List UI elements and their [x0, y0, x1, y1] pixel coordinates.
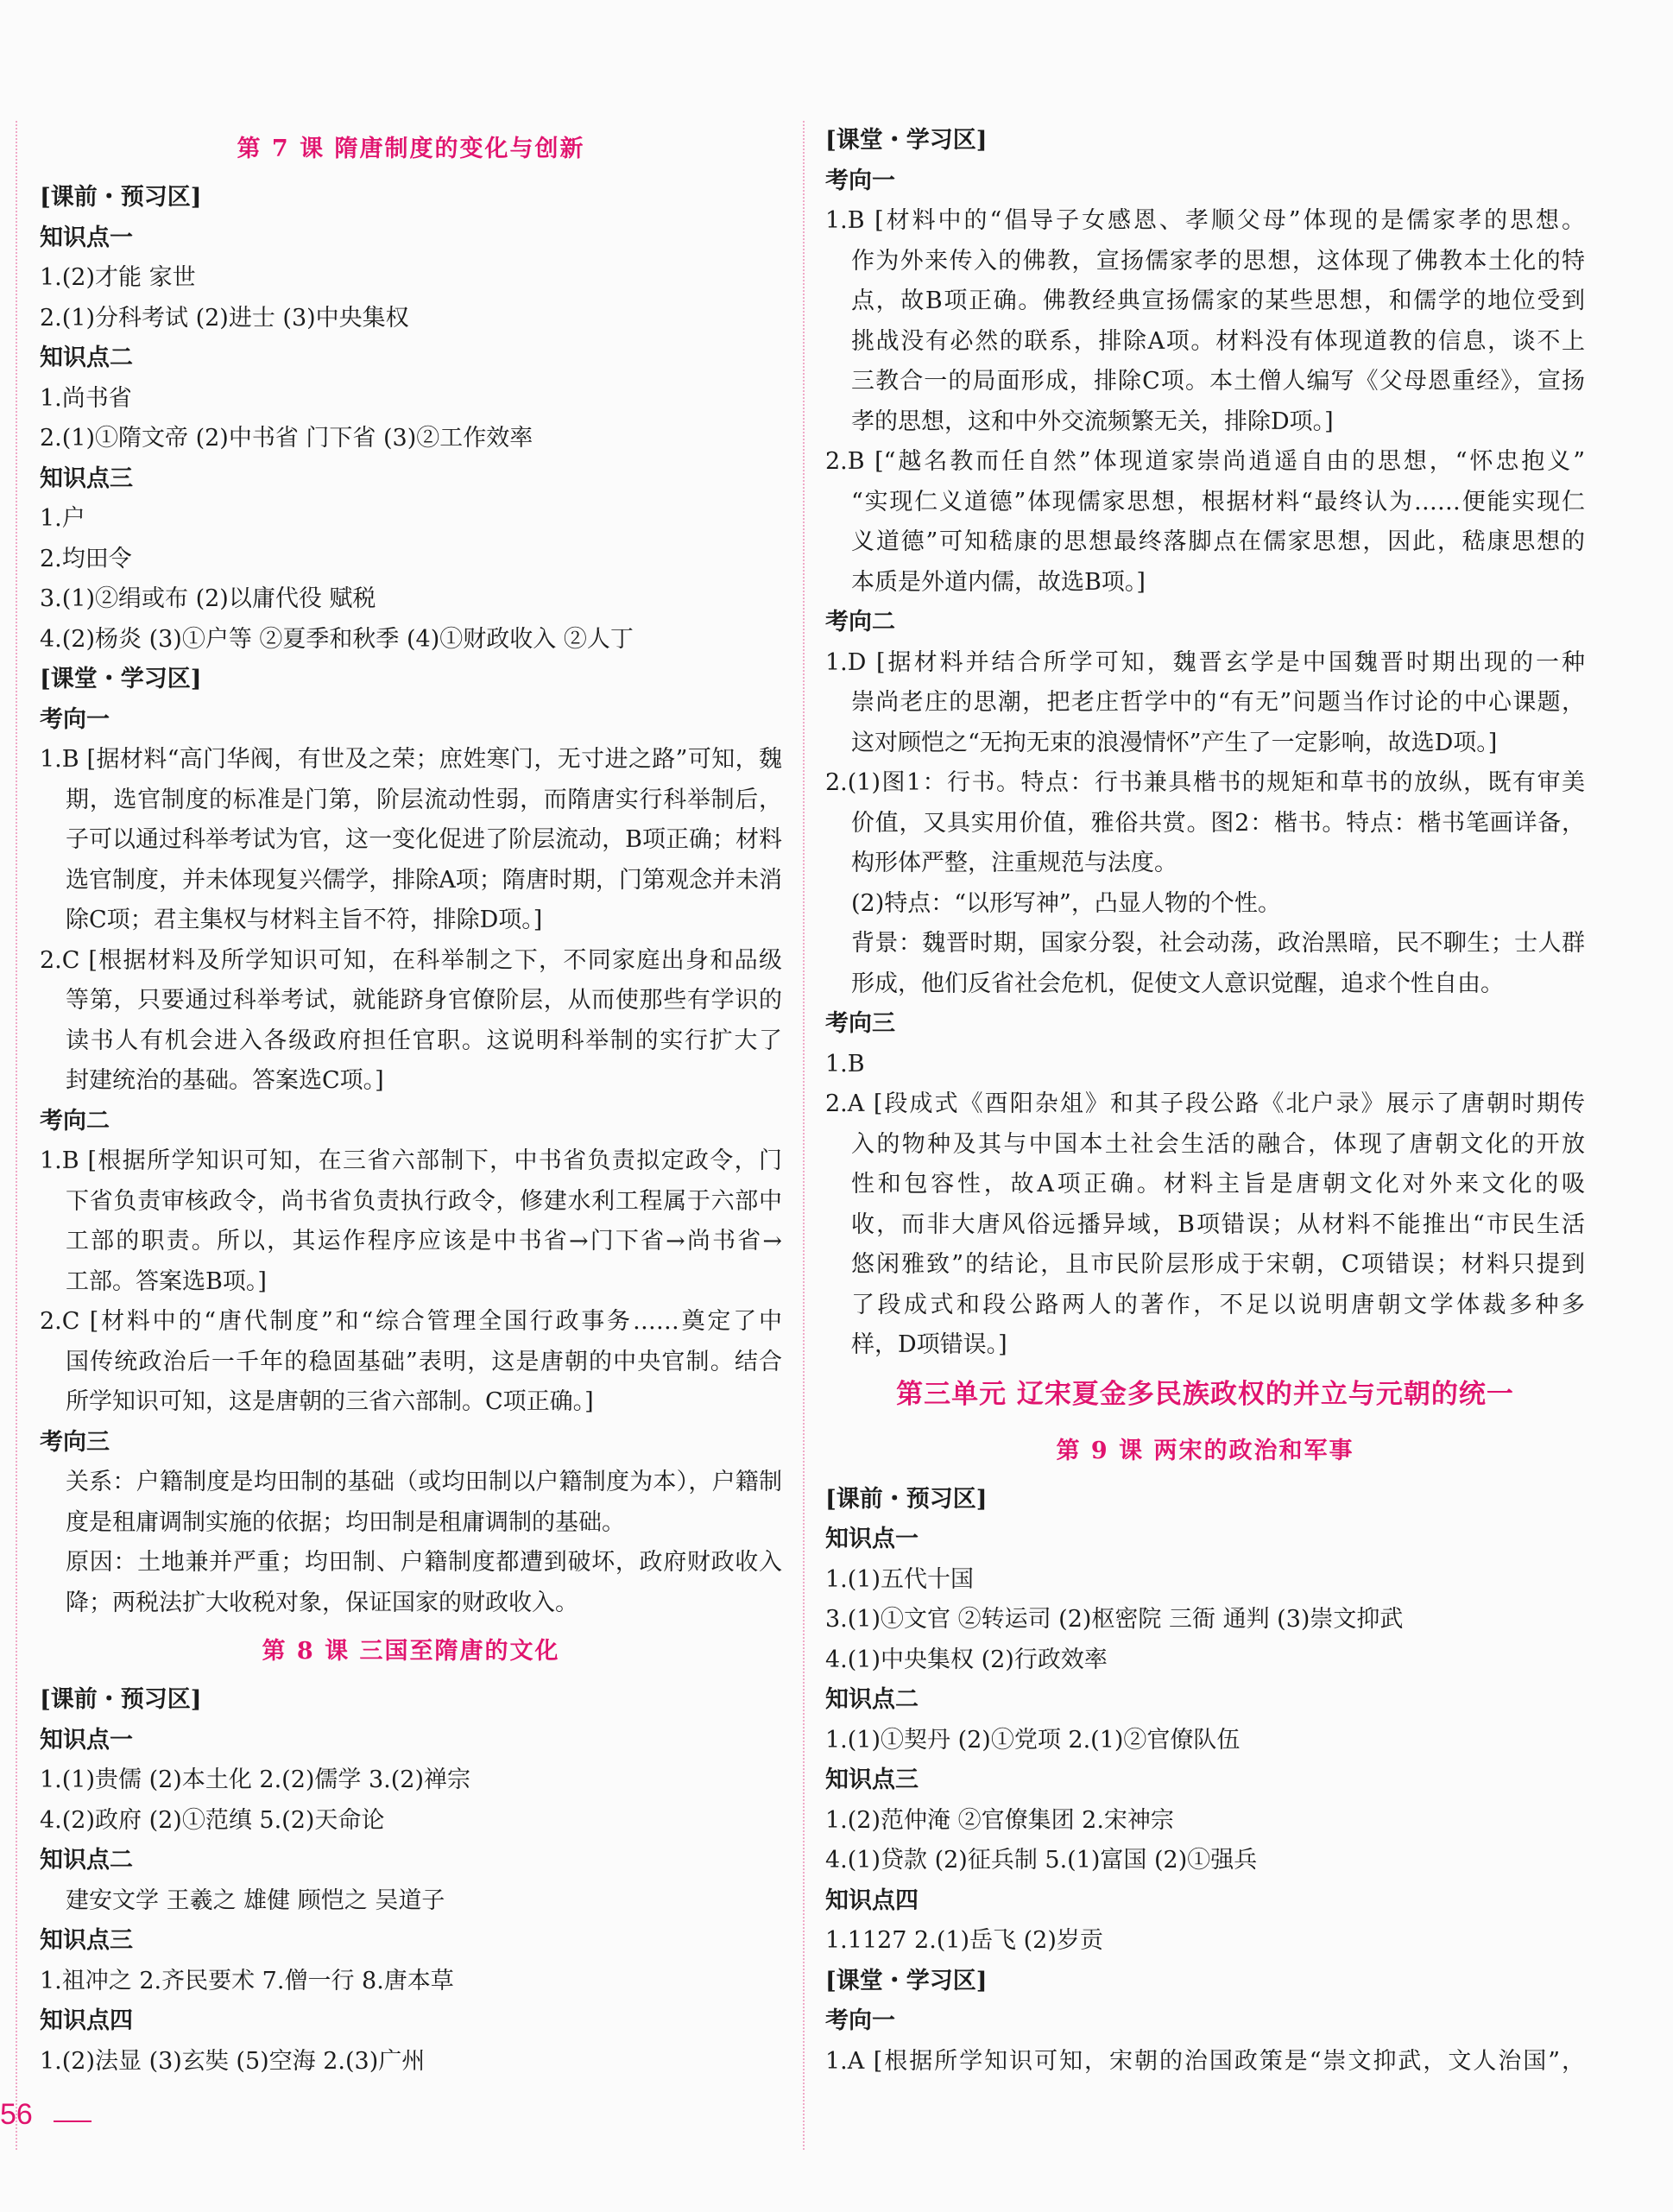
answer-line: 1.户: [40, 505, 85, 532]
answer-line: 1.B [根据所学知识可知，在三省六部制下，中书省负责拟定政令，门: [40, 1147, 782, 1174]
answer-line: 关系：户籍制度是均田制的基础（或均田制以户籍制度为本），户籍制: [66, 1469, 782, 1495]
answer-line: 三教合一的局面形成，排除C项。本土僧人编写《父母恩重经》，宣扬: [851, 368, 1585, 395]
answer-line: 2.C [根据材料及所学知识可知，在科举制之下，不同家庭出身和品级: [40, 946, 782, 974]
knowledge-heading: 知识点三: [40, 1927, 133, 1954]
answer-line: 4.(1)贷款 (2)征兵制 5.(1)富国 (2)①强兵: [825, 1847, 1258, 1874]
answer-line: 4.(1)中央集权 (2)行政效率: [825, 1646, 1108, 1673]
answer-line: 1.B: [825, 1050, 865, 1078]
answer-line: 2.(1)①隋文帝 (2)中书省 门下省 (3)②工作效率: [40, 425, 533, 452]
knowledge-heading: 知识点一: [825, 1526, 919, 1552]
answer-line: 4.(2)杨炎 (3)①户等 ②夏季和秋季 (4)①财政收入 ②人丁: [40, 625, 634, 653]
answer-line: 所学知识可知，这是唐朝的三省六部制。C项正确。]: [66, 1388, 594, 1415]
answer-line: 度是租庸调制实施的依据；均田制是租庸调制的基础。: [66, 1508, 625, 1536]
answer-line: 2.B [“越名教而任自然”体现道家崇尚逍遥自由的思想，“怀忠抱义”: [825, 448, 1585, 475]
answer-line: 构形体严整，注重规范与法度。: [851, 850, 1177, 876]
answer-line: 工部的职责。所以，其运作程序应该是中书省→门下省→尚书省→: [66, 1228, 782, 1255]
knowledge-heading: 知识点二: [40, 344, 133, 371]
knowledge-heading: 知识点一: [40, 1726, 133, 1754]
knowledge-heading: 考向一: [825, 167, 895, 194]
answer-line: 挑战没有必然的联系，排除A项。材料没有体现道教的信息，谈不上: [851, 327, 1585, 355]
answer-line: 2.(1)图1：行书。特点：行书兼具楷书的规矩和草书的放纵，既有审美: [825, 769, 1585, 796]
answer-line: 形成，他们反省社会危机，促使文人意识觉醒，追求个性自由。: [851, 970, 1504, 997]
answer-line: 3.(1)①文官 ②转运司 (2)枢密院 三衙 通判 (3)崇文抑武: [825, 1606, 1404, 1633]
answer-line: 性和包容性，故A项正确。材料主旨是唐朝文化对外来文化的吸: [851, 1171, 1585, 1198]
answer-line: 孝的思想，这和中外交流频繁无关，排除D项。]: [851, 408, 1334, 435]
answer-line: 1.A [根据所学知识可知，宋朝的治国政策是“崇文抑武，文人治国”，: [825, 2047, 1585, 2075]
section-label: [课堂・学习区]: [825, 1967, 988, 1994]
answer-line: 2.A [段成式《酉阳杂俎》和其子段公路《北户录》展示了唐朝时期传: [825, 1090, 1585, 1117]
answer-line: 本质是外道内儒，故选B项。]: [851, 568, 1146, 596]
lesson-title: 第 7 课 隋唐制度的变化与创新: [237, 136, 585, 162]
answer-line: 子可以通过科举考试为官，这一变化促进了阶层流动，B项正确；材料: [66, 826, 782, 853]
answer-line: 1.(1)五代十国: [825, 1565, 975, 1593]
section-label: [课堂・学习区]: [825, 127, 988, 154]
knowledge-heading: 考向二: [40, 1107, 110, 1134]
answer-line: 1.B [材料中的“倡导子女感恩、孝顺父母”体现的是儒家孝的思想。: [825, 207, 1585, 234]
knowledge-heading: 考向二: [825, 609, 895, 635]
knowledge-heading: 考向一: [825, 2007, 895, 2034]
answer-line: 4.(2)政府 (2)①范缜 5.(2)天命论: [40, 1806, 385, 1834]
answer-line: 降；两税法扩大收税对象，保证国家的财政收入。: [66, 1589, 578, 1616]
left-column: [40, 121, 782, 2082]
answer-line: 1.D [据材料并结合所学可知，魏晋玄学是中国魏晋时期出现的一种: [825, 648, 1585, 676]
section-label: [课前・预习区]: [40, 1686, 202, 1713]
right-column: [825, 121, 1585, 2082]
answer-line: 除C项；君主集权与材料主旨不符，排除D项。]: [66, 907, 543, 933]
answer-line: 价值，又具实用价值，雅俗共赏。图2：楷书。特点：楷书笔画详备，: [851, 809, 1585, 837]
section-label: [课前・预习区]: [825, 1485, 988, 1513]
lesson-title: 第 9 课 两宋的政治和军事: [1056, 1437, 1354, 1464]
knowledge-heading: 知识点三: [825, 1766, 919, 1793]
section-label: [课堂・学习区]: [40, 666, 202, 692]
knowledge-heading: 知识点四: [40, 2007, 133, 2034]
answer-line: 样，D项错误。]: [851, 1331, 1007, 1358]
answer-line: 1.祖冲之 2.齐民要术 7.僧一行 8.唐本草: [40, 1967, 454, 1994]
answer-line: “实现仁义道德”体现儒家思想，根据材料“最终认为……便能实现仁: [851, 488, 1585, 515]
answer-line: 建安文学 王羲之 雄健 顾恺之 吴道子: [66, 1887, 445, 1914]
answer-line: 2.C [材料中的“唐代制度”和“综合管理全国行政事务……奠定了中: [40, 1308, 782, 1335]
answer-line: 1.尚书省: [40, 384, 132, 412]
answer-line: 期，选官制度的标准是门第，阶层流动性弱，而隋唐实行科举制后，: [66, 786, 782, 813]
unit-title: 第三单元 辽宋夏金多民族政权的并立与元朝的统一: [896, 1378, 1514, 1410]
answer-line: 收，而非大唐风俗远播异域，B项错误；从材料不能推出“市民生活: [851, 1210, 1585, 1238]
knowledge-heading: 知识点一: [40, 224, 133, 251]
knowledge-heading: 知识点三: [40, 465, 133, 492]
answer-line: 选官制度，并未体现复兴儒学，排除A项；隋唐时期，门第观念并未消: [66, 866, 782, 894]
answer-line: 1.1127 2.(1)岳飞 (2)岁贡: [825, 1927, 1103, 1954]
left-margin-rule: [16, 121, 17, 2150]
answer-line: 等第，只要通过科举考试，就能跻身官僚阶层，从而使那些有学识的: [66, 987, 782, 1014]
answer-line: 点，故B项正确。佛教经典宣扬儒家的某些思想，和儒学的地位受到: [851, 288, 1585, 314]
answer-line: 入的物种及其与中国本土社会生活的融合，体现了唐朝文化的开放: [851, 1130, 1585, 1158]
answer-line: 2.均田令: [40, 545, 132, 572]
knowledge-heading: 考向三: [40, 1428, 110, 1456]
answer-line: 悠闲雅致”的结论，且市民阶层形成于宋朝，C项错误；材料只提到: [851, 1251, 1585, 1278]
answer-line: 封建统治的基础。答案选C项。]: [66, 1067, 384, 1094]
answer-line: 下省负责审核政令，尚书省负责执行政令，修建水利工程属于六部中: [66, 1187, 782, 1215]
answer-line: 1.B [据材料“高门华阀，有世及之荣；庶姓寒门，无寸进之路”可知，魏: [40, 746, 782, 773]
answer-line: 2.(1)分科考试 (2)进士 (3)中央集权: [40, 304, 409, 332]
column-divider: [803, 121, 805, 2150]
answer-line: 读书人有机会进入各级政府担任官职。这说明科举制的实行扩大了: [66, 1027, 782, 1054]
answer-line: 3.(1)②绢或布 (2)以庸代役 赋税: [40, 585, 376, 612]
answer-line: 1.(1)贵儒 (2)本土化 2.(2)儒学 3.(2)禅宗: [40, 1766, 471, 1793]
answer-line: 崇尚老庄的思潮，把老庄哲学中的“有无”问题当作讨论的中心课题，: [851, 689, 1585, 716]
answer-line: (2)特点：“以形写神”，凸显人物的个性。: [851, 889, 1281, 917]
knowledge-heading: 考向一: [40, 705, 110, 733]
answer-line: 1.(2)才能 家世: [40, 264, 196, 291]
page-number: 56: [0, 2098, 33, 2131]
answer-line: 原因：土地兼并严重；均田制、户籍制度都遭到破坏，政府财政收入: [66, 1549, 782, 1576]
lesson-title: 第 8 课 三国至隋唐的文化: [262, 1638, 560, 1665]
answer-line: 这对顾恺之“无拘无束的浪漫情怀”产生了一定影响，故选D项。]: [851, 729, 1498, 756]
answer-line: 背景：魏晋时期，国家分裂，社会动荡，政治黑暗，民不聊生；士人群: [851, 930, 1585, 957]
answer-line: 作为外来传入的佛教，宣扬儒家孝的思想，这体现了佛教本土化的特: [851, 247, 1585, 275]
answer-line: 了段成式和段公路两人的著作，不足以说明唐朝文学体裁多种多: [851, 1291, 1585, 1318]
answer-line: 工部。答案选B项。]: [66, 1267, 267, 1295]
answer-line: 1.(1)①契丹 (2)①党项 2.(1)②官僚队伍: [825, 1726, 1241, 1754]
answer-line: 义道德”可知嵇康的思想最终落脚点在儒家思想，因此，嵇康思想的: [851, 528, 1585, 555]
knowledge-heading: 知识点二: [40, 1847, 133, 1874]
section-label: [课前・预习区]: [40, 184, 202, 211]
knowledge-heading: 考向三: [825, 1010, 895, 1037]
knowledge-heading: 知识点四: [825, 1887, 919, 1914]
answer-line: 1.(2)范仲淹 ②官僚集团 2.宋神宗: [825, 1806, 1174, 1834]
page-number-rule: [54, 2120, 92, 2122]
knowledge-heading: 知识点二: [825, 1686, 919, 1713]
answer-line: 1.(2)法显 (3)玄奘 (5)空海 2.(3)广州: [40, 2047, 426, 2075]
answer-line: 国传统政治后一千年的稳固基础”表明，这是唐朝的中央官制。结合: [66, 1348, 782, 1375]
